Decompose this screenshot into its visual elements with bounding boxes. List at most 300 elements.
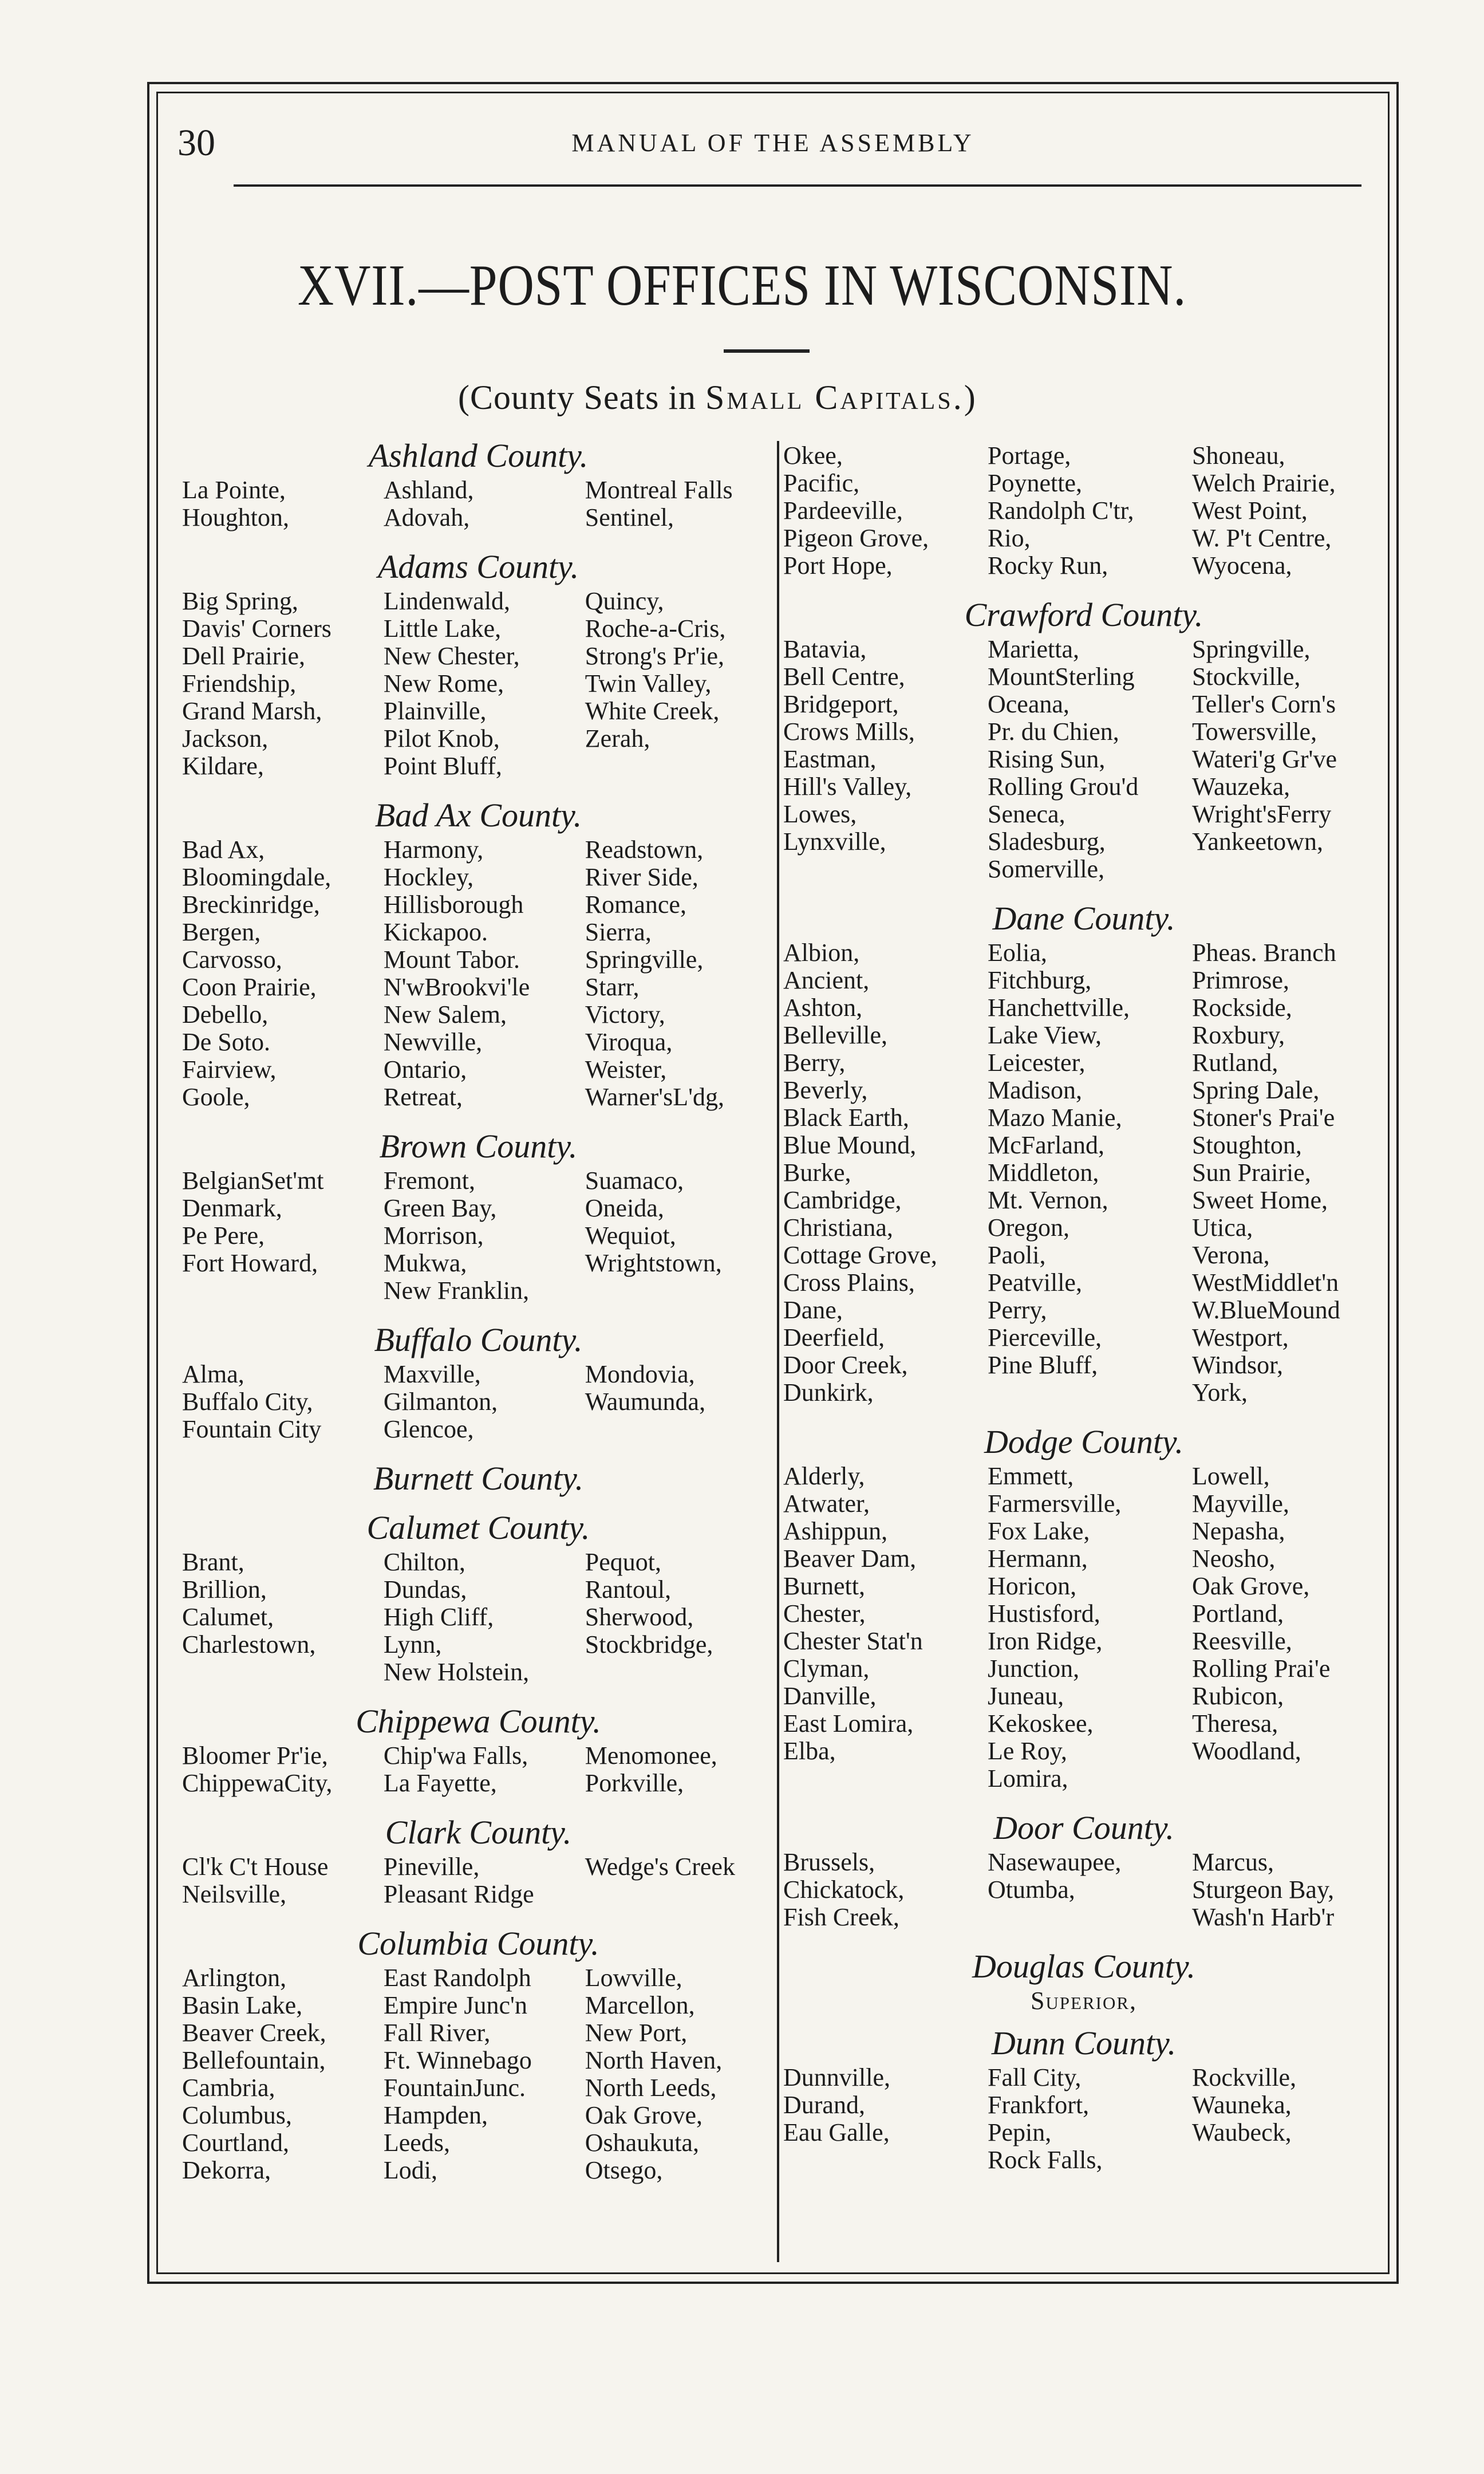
section-spacer (182, 1499, 775, 1507)
post-office-entry: Rio, (988, 524, 1031, 552)
post-office-entry: Marcus, (1192, 1848, 1274, 1876)
post-office-entry: Kickapoo. (383, 918, 488, 946)
post-office-entry: Durand, (783, 2091, 865, 2119)
post-office-entry: Burnett, (783, 1572, 865, 1600)
post-office-entry: Rolling Grou'd (988, 773, 1139, 801)
post-office-list (182, 1549, 775, 1686)
post-office-entry: Oak Grove, (585, 2101, 703, 2129)
section-spacer (182, 1443, 775, 1458)
post-office-entry: Spring Dale, (1192, 1076, 1320, 1104)
post-office-entry: Berry, (783, 1049, 846, 1077)
section-spacer (783, 2015, 1384, 2023)
post-office-entry: Pleasant Ridge (383, 1880, 534, 1908)
post-office-entry: High Cliff, (383, 1603, 494, 1631)
county-heading: Dunn County. (991, 2024, 1177, 2062)
post-office-entry: Mount Tabor. (383, 946, 520, 974)
subtitle-open: (County Seats in (458, 379, 705, 416)
post-office-entry: Eau Galle, (783, 2118, 890, 2146)
county-heading: Douglas County. (972, 1948, 1195, 1985)
post-office-entry: Goole, (182, 1083, 250, 1111)
post-office-entry: Lowes, (783, 800, 857, 828)
post-office-entry: Zerah, (585, 724, 650, 753)
post-office-entry: Bell Centre, (783, 663, 905, 691)
post-office-entry: Roche-a-Cris, (585, 614, 726, 643)
post-office-entry: Dunkirk, (783, 1378, 874, 1407)
post-office-entry: Fitchburg, (988, 966, 1092, 994)
post-office-entry: Ft. Winnebago (383, 2046, 532, 2074)
post-office-list (182, 1361, 775, 1443)
post-office-entry: Leeds, (383, 2129, 450, 2157)
post-office-entry: ChippewaCity, (182, 1769, 333, 1797)
post-office-entry: Hanchettville, (988, 994, 1130, 1022)
section-spacer (783, 1931, 1384, 1946)
post-office-entry: Primrose, (1192, 966, 1289, 994)
post-office-entry: Sierra, (585, 918, 652, 946)
county-heading: Clark County. (385, 1814, 572, 1851)
post-office-entry: Viroqua, (585, 1028, 673, 1056)
county-section-clark-county (182, 1812, 775, 1923)
post-office-entry: York, (1192, 1378, 1248, 1407)
post-office-entry: Ashippun, (783, 1517, 888, 1545)
post-office-entry: Junction, (988, 1654, 1080, 1683)
post-office-entry (1192, 2146, 1384, 2174)
post-office-list (182, 1742, 775, 1797)
post-office-entry: Towersville, (1192, 718, 1317, 746)
post-office-entry: Quincy, (585, 587, 664, 615)
section-spacer (182, 531, 775, 546)
post-office-entry: Pigeon Grove, (783, 524, 929, 552)
post-office-entry: Bridgeport, (783, 690, 899, 718)
section-spacer (182, 2184, 775, 2199)
post-office-entry: Reesville, (1192, 1627, 1292, 1655)
post-office-entry (182, 1658, 384, 1686)
post-office-entry: Wedge's Creek (585, 1853, 735, 1881)
county-heading: Columbia County. (357, 1925, 599, 1962)
post-office-list (182, 1853, 775, 1908)
header-rule (234, 184, 1361, 187)
post-office-entry: Fairview, (182, 1055, 277, 1084)
post-office-entry: Cambria, (182, 2074, 275, 2102)
post-office-list (783, 636, 1384, 883)
page-header (177, 121, 1368, 164)
post-office-entry: Wright'sFerry (1192, 800, 1332, 828)
subtitle-close: ) (964, 379, 976, 416)
post-office-entry: BelgianSet'mt (182, 1167, 324, 1195)
post-office-entry: Neosho, (1192, 1545, 1276, 1573)
post-office-entry: Horicon, (988, 1572, 1077, 1600)
post-office-list (182, 588, 775, 780)
county-section-calumet-county (182, 1507, 775, 1701)
post-office-entry (783, 1765, 988, 1793)
post-office-entry: Alma, (182, 1360, 244, 1388)
post-office-entry: Pe Pere, (182, 1222, 265, 1250)
post-office-entry: East Lomira, (783, 1709, 914, 1738)
county-section-douglas-county (783, 1946, 1384, 2023)
post-office-entry: Lynn, (383, 1630, 442, 1658)
post-office-entry: Juneau, (988, 1682, 1064, 1710)
post-office-entry: Friendship, (182, 669, 297, 698)
county-heading: Adams County. (377, 548, 579, 585)
post-office-entry: Chester, (783, 1600, 866, 1628)
post-office-entry: Chester Stat'n (783, 1627, 923, 1655)
post-office-entry: La Fayette, (383, 1769, 497, 1797)
post-office-entry: Somerville, (988, 855, 1105, 883)
post-office-entry: Bergen, (182, 918, 261, 946)
post-office-entry: Waubeck, (1192, 2118, 1292, 2146)
post-office-entry: Sherwood, (585, 1603, 694, 1631)
post-office-entry: Randolph C'tr, (988, 497, 1134, 525)
post-office-entry: Frankfort, (988, 2091, 1090, 2119)
post-office-entry: MountSterling (988, 663, 1135, 691)
post-office-entry: Pequot, (585, 1548, 662, 1576)
post-office-entry: Door Creek, (783, 1351, 908, 1379)
post-office-entry: Nepasha, (1192, 1517, 1285, 1545)
post-office-entry: Alderly, (783, 1462, 865, 1490)
post-office-entry: Otumba, (988, 1876, 1075, 1904)
post-office-entry: Pine Bluff, (988, 1351, 1098, 1379)
post-office-entry: Pepin, (988, 2118, 1052, 2146)
post-office-entry: Basin Lake, (182, 1991, 303, 2019)
post-office-entry: New Holstein, (383, 1658, 530, 1686)
post-office-entry: Pacific, (783, 469, 860, 497)
post-office-entry: Charlestown, (182, 1630, 316, 1658)
post-office-entry: Cambridge, (783, 1186, 902, 1214)
post-office-entry: Fish Creek, (783, 1903, 899, 1931)
post-office-entry: Bad Ax, (182, 836, 265, 864)
post-office-entry: Brillion, (182, 1575, 267, 1604)
post-office-entry: Oneida, (585, 1194, 664, 1222)
county-section-ashland-county (182, 435, 775, 546)
post-office-entry: Fort Howard, (182, 1249, 318, 1277)
post-office-entry: Otsego, (585, 2156, 663, 2184)
post-office-entry: New Chester, (383, 642, 520, 670)
post-office-entry: Springville, (585, 946, 704, 974)
post-office-entry: Dane, (783, 1296, 843, 1324)
post-office-entry: Fall City, (988, 2063, 1082, 2091)
post-office-entry: Le Roy, (988, 1737, 1067, 1765)
county-heading: Ashland County. (368, 437, 589, 474)
post-office-entry: Dunnville, (783, 2063, 890, 2091)
section-spacer (182, 1797, 775, 1812)
post-office-entry: Bloomer Pr'ie, (182, 1742, 328, 1770)
post-office-entry: Hampden, (383, 2101, 488, 2129)
post-office-entry: FountainJunc. (383, 2074, 526, 2102)
post-office-entry: Point Bluff, (383, 752, 502, 780)
post-office-entry: Grand Marsh, (182, 697, 322, 725)
post-office-entry: Waumunda, (585, 1388, 706, 1416)
post-office-entry: Lomira, (988, 1764, 1068, 1793)
post-office-entry: Deerfield, (783, 1323, 885, 1352)
post-office-entry: Theresa, (1192, 1709, 1278, 1738)
post-office-entry (585, 1416, 775, 1443)
post-office-entry: De Soto. (182, 1028, 270, 1056)
county-heading: Bad Ax County. (374, 797, 582, 834)
post-office-entry: Utica, (1192, 1214, 1253, 1242)
post-office-entry: Kildare, (182, 752, 264, 780)
post-office-entry: Seneca, (988, 800, 1065, 828)
post-office-entry: Houghton, (182, 503, 289, 531)
post-office-entry: Lindenwald, (383, 587, 511, 615)
section-spacer (182, 1908, 775, 1923)
post-office-entry: Dekorra, (182, 2156, 271, 2184)
page-number: 30 (177, 122, 215, 164)
post-office-entry: Little Lake, (383, 614, 502, 643)
post-office-entry: Mukwa, (383, 1249, 467, 1277)
post-office-entry: Belleville, (783, 1021, 888, 1049)
post-office-entry: Crows Mills, (783, 718, 915, 746)
county-heading: Door County. (993, 1809, 1174, 1846)
post-office-entry: Rockside, (1192, 994, 1292, 1022)
post-office-list (783, 939, 1384, 1407)
county-section-chippewa-county (182, 1701, 775, 1812)
post-office-entry: Buffalo City, (182, 1388, 313, 1416)
post-office-entry: Westport, (1192, 1323, 1289, 1352)
post-office-entry: Bloomingdale, (182, 863, 331, 891)
post-office-entry: Jackson, (182, 724, 269, 753)
post-office-entry: Woodland, (1192, 1737, 1301, 1765)
county-heading: Crawford County. (964, 596, 1203, 633)
post-office-entry: Ontario, (383, 1055, 467, 1084)
post-office-entry: White Creek, (585, 697, 720, 725)
post-office-entry: Green Bay, (383, 1194, 497, 1222)
post-office-entry: New Rome, (383, 669, 504, 698)
county-section-bad-ax-county (182, 795, 775, 1126)
county-heading: Dane County. (992, 900, 1175, 937)
post-office-entry: Verona, (1192, 1241, 1270, 1269)
post-office-entry: Dell Prairie, (182, 642, 306, 670)
post-office-list (783, 442, 1384, 580)
post-office-entry: Lowell, (1192, 1462, 1270, 1490)
post-office-entry: Beaver Creek, (182, 2019, 326, 2047)
post-office-entry: W. P't Centre, (1192, 524, 1332, 552)
post-office-entry: Hustisford, (988, 1600, 1100, 1628)
post-office-entry: Beverly, (783, 1076, 868, 1104)
post-office-entry: Clyman, (783, 1654, 870, 1683)
county-heading: Calumet County. (366, 1509, 590, 1546)
post-office-entry: Mazo Manie, (988, 1104, 1122, 1132)
post-office-entry: Blue Mound, (783, 1131, 917, 1159)
post-office-entry: Peatville, (988, 1268, 1082, 1297)
post-office-entry: North Haven, (585, 2046, 723, 2074)
post-office-entry: Yankeetown, (1192, 828, 1323, 856)
post-office-entry: Davis' Corners (182, 614, 331, 643)
post-office-entry: Pr. du Chien, (988, 718, 1119, 746)
post-office-entry: Plainville, (383, 697, 487, 725)
post-office-entry: Welch Prairie, (1192, 469, 1336, 497)
post-office-entry: Mayville, (1192, 1490, 1289, 1518)
post-office-entry: Ancient, (783, 966, 870, 994)
post-office-entry: Calumet, (182, 1603, 274, 1631)
section-spacer (182, 1111, 775, 1126)
post-office-entry: Retreat, (383, 1083, 463, 1111)
county-section-dunn-county (783, 2023, 1384, 2189)
right-column (783, 442, 1384, 2189)
post-office-entry: Wrightstown, (585, 1249, 722, 1277)
post-office-entry: Chickatock, (783, 1876, 905, 1904)
post-office-entry: Courtland, (182, 2129, 289, 2157)
post-office-entry: Ashland, (383, 476, 474, 504)
post-office-entry (585, 1277, 775, 1305)
county-section-crawford-county (783, 594, 1384, 898)
post-office-list (783, 2064, 1384, 2174)
post-office-entry: Starr, (585, 973, 640, 1001)
county-section-dane-county (783, 898, 1384, 1421)
post-office-entry: Christiana, (783, 1214, 893, 1242)
post-office-entry: Columbus, (182, 2101, 292, 2129)
post-office-entry: Suamaco, (585, 1167, 684, 1195)
county-section-dodge-county (783, 1421, 1384, 1807)
section-spacer (783, 1407, 1384, 1421)
post-office-entry: Brussels, (783, 1848, 875, 1876)
post-office-entry: Coon Prairie, (182, 973, 317, 1001)
post-office-entry: Stockbridge, (585, 1630, 713, 1658)
post-office-entry: Adovah, (383, 503, 470, 531)
county-heading: Burnett County. (373, 1460, 584, 1497)
post-office-entry (988, 1904, 1192, 1931)
section-spacer (783, 883, 1384, 898)
post-office-entry: Weister, (585, 1055, 667, 1084)
post-office-entry: West Point, (1192, 497, 1308, 525)
county-heading: Chippewa County. (356, 1703, 601, 1740)
post-office-entry (783, 856, 988, 883)
post-office-entry: Portage, (988, 442, 1071, 470)
post-office-entry: Rising Sun, (988, 745, 1106, 773)
post-office-entry: Wauneka, (1192, 2091, 1292, 2119)
county-heading: Buffalo County. (374, 1321, 583, 1358)
post-office-entry: WestMiddlet'n (1192, 1268, 1339, 1297)
post-office-entry: Menomonee, (585, 1742, 717, 1770)
post-office-entry: Superior, (1030, 1987, 1138, 2015)
post-office-entry: Perry, (988, 1296, 1047, 1324)
post-office-entry: Hockley, (383, 863, 474, 891)
post-office-entry: Pardeeville, (783, 497, 903, 525)
section-spacer (783, 2174, 1384, 2189)
county-section-columbia-county (182, 1923, 775, 2199)
post-office-entry: Farmersville, (988, 1490, 1122, 1518)
post-office-entry: Wyocena, (1192, 551, 1292, 580)
post-office-entry: Rockville, (1192, 2063, 1297, 2091)
post-office-entry: Maxville, (383, 1360, 481, 1388)
post-office-entry: Beaver Dam, (783, 1545, 917, 1573)
post-office-entry: Sun Prairie, (1192, 1159, 1311, 1187)
post-office-entry: Stockville, (1192, 663, 1301, 691)
post-office-entry: Leicester, (988, 1049, 1086, 1077)
post-office-entry: Okee, (783, 442, 843, 470)
post-office-entry: Sweet Home, (1192, 1186, 1328, 1214)
post-office-entry: Victory, (585, 1000, 665, 1029)
post-office-entry: Montreal Falls (585, 476, 733, 504)
post-office-entry: Carvosso, (182, 946, 282, 974)
post-office-entry: La Pointe, (182, 476, 286, 504)
post-office-entry: Mondovia, (585, 1360, 695, 1388)
post-office-entry: Eolia, (988, 939, 1047, 967)
post-office-entry: Harmony, (383, 836, 484, 864)
post-office-entry: Nasewaupee, (988, 1848, 1122, 1876)
county-section-door-county (783, 1807, 1384, 1946)
post-office-entry: Rolling Prai'e (1192, 1654, 1331, 1683)
post-office-list (182, 836, 775, 1111)
post-office-entry: Pineville, (383, 1853, 480, 1881)
post-office-entry: North Leeds, (585, 2074, 717, 2102)
post-office-entry: Sentinel, (585, 503, 674, 531)
post-office-entry: Hill's Valley, (783, 773, 912, 801)
post-office-list (182, 476, 775, 531)
post-office-entry: Bellefountain, (182, 2046, 326, 2074)
post-office-entry: Portland, (1192, 1600, 1284, 1628)
post-office-list (783, 1849, 1384, 1931)
post-office-entry: Porkville, (585, 1769, 684, 1797)
post-office-entry: Madison, (988, 1076, 1082, 1104)
section-spacer (783, 580, 1384, 594)
post-office-entry: Neilsville, (182, 1880, 287, 1908)
post-office-entry: Black Earth, (783, 1104, 909, 1132)
post-office-entry: Atwater, (783, 1490, 870, 1518)
post-office-entry: Rubicon, (1192, 1682, 1284, 1710)
post-office-entry: Gilmanton, (383, 1388, 498, 1416)
post-office-entry: Teller's Corn's (1192, 690, 1336, 718)
post-office-entry: Elba, (783, 1737, 836, 1765)
post-office-entry: Poynette, (988, 469, 1082, 497)
post-office-list (182, 1964, 775, 2184)
page-title: XVII.—POST OFFICES IN WISCONSIN. (297, 253, 1187, 318)
post-office-entry: Windsor, (1192, 1351, 1284, 1379)
post-office-entry: Pierceville, (988, 1323, 1102, 1352)
section-spacer (783, 1793, 1384, 1807)
post-office-entry (182, 1277, 384, 1305)
post-office-entry: Oshaukuta, (585, 2129, 699, 2157)
county-section-buffalo-county (182, 1319, 775, 1458)
post-office-entry: Glencoe, (383, 1415, 474, 1443)
post-office-entry: Kekoskee, (988, 1709, 1094, 1738)
post-office-entry: Big Spring, (182, 587, 298, 615)
county-section-burnett-county (182, 1458, 775, 1507)
post-office-entry: Wauzeka, (1192, 773, 1290, 801)
post-office-entry: McFarland, (988, 1131, 1105, 1159)
post-office-entry (585, 753, 775, 780)
post-office-entry: Breckinridge, (182, 891, 320, 919)
section-spacer (182, 780, 775, 795)
post-office-entry: Oceana, (988, 690, 1069, 718)
post-office-entry: Cottage Grove, (783, 1241, 937, 1269)
post-office-entry: W.BlueMound (1192, 1296, 1340, 1324)
post-office-entry: River Side, (585, 863, 698, 891)
post-office-entry: Springville, (1192, 635, 1311, 663)
post-office-entry: Morrison, (383, 1222, 484, 1250)
post-office-entry: Wash'n Harb'r (1192, 1903, 1335, 1931)
section-spacer (182, 1686, 775, 1701)
subtitle-small-caps: Small Capitals. (705, 379, 964, 416)
column-divider (777, 441, 779, 2262)
post-office-entry: Chip'wa Falls, (383, 1742, 528, 1770)
post-office-entry: New Port, (585, 2019, 688, 2047)
post-office-entry: Burke, (783, 1159, 851, 1187)
post-office-entry: Warner'sL'dg, (585, 1083, 725, 1111)
post-office-entry: Wequiot, (585, 1222, 676, 1250)
post-office-entry: Stoner's Prai'e (1192, 1104, 1335, 1132)
county-section-adams-county (182, 546, 775, 795)
post-office-entry: Middleton, (988, 1159, 1099, 1187)
post-office-entry: Chilton, (383, 1548, 465, 1576)
post-office-entry: Readstown, (585, 836, 704, 864)
post-office-entry: Batavia, (783, 635, 867, 663)
county-section-brown-county (182, 1126, 775, 1319)
post-office-entry: Ashton, (783, 994, 863, 1022)
post-office-entry: Rutland, (1192, 1049, 1278, 1077)
post-office-entry: Port Hope, (783, 551, 893, 580)
county-heading: Dodge County. (984, 1423, 1183, 1460)
post-office-list (783, 1463, 1384, 1793)
post-office-entry: Paoli, (988, 1241, 1046, 1269)
